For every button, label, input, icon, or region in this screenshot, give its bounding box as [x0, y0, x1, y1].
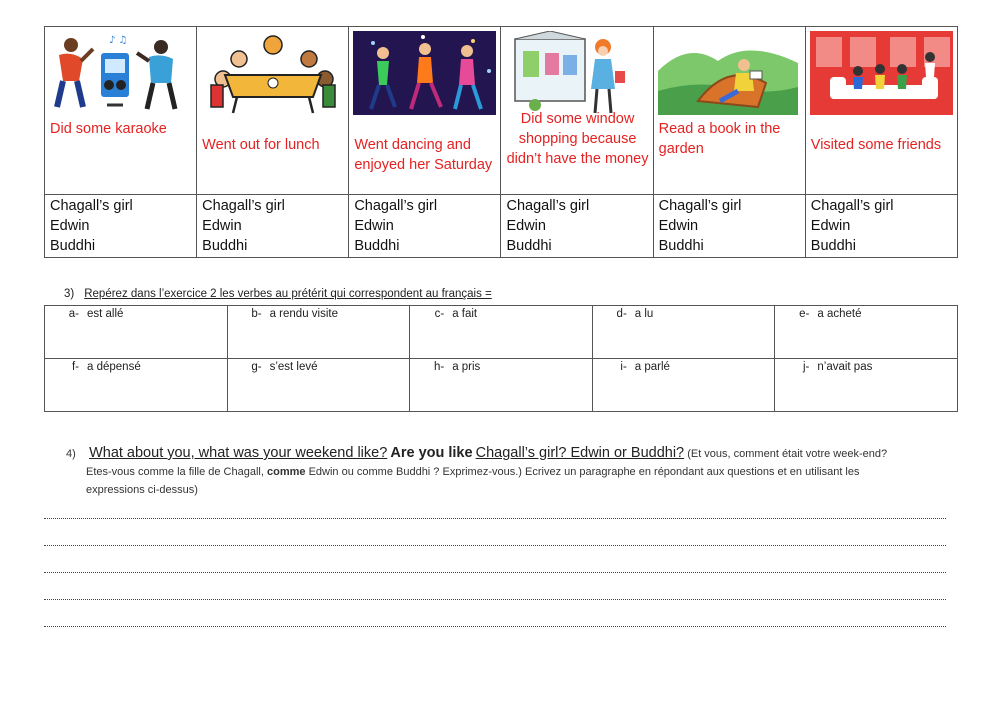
person-name: Buddhi [810, 238, 856, 254]
verb-text: a fait [452, 308, 478, 320]
person-name: Buddhi [354, 238, 400, 254]
item-letter: b- [251, 308, 262, 320]
activities-table [44, 26, 958, 258]
person-name: Edwin [202, 218, 242, 234]
people-cell [653, 195, 805, 258]
answer-line[interactable] [44, 626, 946, 627]
person-name: Chagall’s girl [506, 198, 590, 214]
answer-line[interactable] [44, 518, 946, 519]
verb-cell [592, 306, 775, 359]
item-letter: g- [251, 361, 262, 373]
answer-line[interactable] [44, 545, 946, 546]
friends-illustration [810, 31, 953, 115]
verb-text: a lu [634, 308, 654, 320]
verb-text: est allé [87, 308, 124, 320]
section-3-title [64, 288, 492, 300]
french-instruction-4: expressions ci-dessus) [86, 484, 198, 496]
activity-cell [653, 27, 805, 195]
section-number: 4) [66, 448, 76, 460]
people-cell [805, 195, 957, 258]
person-name: Chagall’s girl [202, 198, 285, 214]
answer-line[interactable] [44, 572, 946, 573]
question-characters: Chagall’s girl? Edwin or Buddhi? [475, 445, 685, 461]
person-name: Edwin [506, 218, 546, 234]
item-letter: c- [434, 308, 445, 320]
verb-text: a rendu visite [269, 308, 338, 320]
verb-text: a acheté [817, 308, 862, 320]
person-name: Chagall’s girl [658, 198, 742, 214]
section-4-line-3 [66, 481, 946, 499]
item-letter: j- [802, 361, 810, 373]
item-letter: f- [71, 361, 79, 373]
activity-cell [349, 27, 501, 195]
section-3-instruction: Repérez dans l’exercice 2 les verbes au prétérit qui correspondent au français = [84, 288, 492, 300]
item-letter: d- [616, 308, 627, 320]
person-name: Chagall’s girl [810, 198, 894, 214]
verb-cell [410, 359, 593, 412]
verb-cell [45, 306, 228, 359]
person-name: Edwin [50, 218, 90, 234]
item-letter: e- [799, 308, 810, 320]
section-4-line-1 [66, 444, 946, 463]
person-name: Buddhi [50, 238, 96, 254]
person-name: Chagall’s girl [50, 198, 133, 214]
section-number: 3) [64, 288, 75, 300]
verb-cell [775, 359, 958, 412]
question-weekend: What about you, what was your weekend like? [89, 445, 388, 461]
activity-caption: Read a book in the garden [658, 121, 781, 157]
activity-caption: Did some window shopping because didn’t have the money [506, 111, 649, 167]
answer-line[interactable] [44, 599, 946, 600]
french-instruction-2: Etes-vous comme la fille de Chagall, [86, 466, 264, 478]
item-letter: a- [68, 308, 79, 320]
people-cell [197, 195, 349, 258]
activity-cell [197, 27, 349, 195]
activity-cell [45, 27, 197, 195]
verbs-table [44, 305, 958, 412]
person-name: Buddhi [658, 238, 704, 254]
person-name: Edwin [354, 218, 394, 234]
verb-text: s’est levé [269, 361, 318, 373]
french-instruction-1: (Et vous, comment était votre week-end? [687, 448, 888, 460]
person-name: Buddhi [506, 238, 552, 254]
shopping-illustration [505, 31, 648, 115]
verb-cell [227, 359, 410, 412]
activity-cell [501, 27, 653, 195]
verb-text: n’avait pas [817, 361, 873, 373]
verb-text: a pris [452, 361, 481, 373]
people-cell [501, 195, 653, 258]
activity-caption: Went dancing and enjoyed her Saturday [354, 137, 493, 173]
verb-cell [592, 359, 775, 412]
french-instruction-3: Edwin ou comme Buddhi ? Exprimez-vous.) Ecrivez un paragraphe en répondant aux questions et en utilisant les [308, 466, 860, 478]
person-name: Edwin [810, 218, 851, 234]
reading-illustration [658, 31, 801, 115]
item-letter: i- [620, 361, 627, 373]
people-cell [349, 195, 501, 258]
verb-text: a parlé [634, 361, 670, 373]
section-4-line-2 [66, 463, 946, 481]
verb-cell [227, 306, 410, 359]
karaoke-illustration [49, 31, 192, 115]
item-letter: h- [433, 361, 445, 373]
verb-text: a dépensé [87, 361, 141, 373]
svg-text:♪ ♫: ♪ ♫ [109, 35, 128, 46]
dancing-illustration [353, 31, 496, 115]
section-4 [66, 444, 946, 499]
activity-caption: Visited some friends [810, 137, 942, 153]
activity-cell [805, 27, 957, 195]
person-name: Buddhi [202, 238, 248, 254]
verb-cell [45, 359, 228, 412]
people-cell [45, 195, 197, 258]
question-are-you-like: Are you like [390, 445, 473, 461]
lunch-illustration [201, 31, 344, 115]
activity-caption: Did some karaoke [50, 121, 167, 137]
verb-cell [775, 306, 958, 359]
person-name: Chagall’s girl [354, 198, 438, 214]
verb-cell [410, 306, 593, 359]
person-name: Edwin [658, 218, 699, 234]
activity-caption: Went out for lunch [202, 137, 320, 153]
french-instruction-bold: comme [266, 466, 306, 478]
